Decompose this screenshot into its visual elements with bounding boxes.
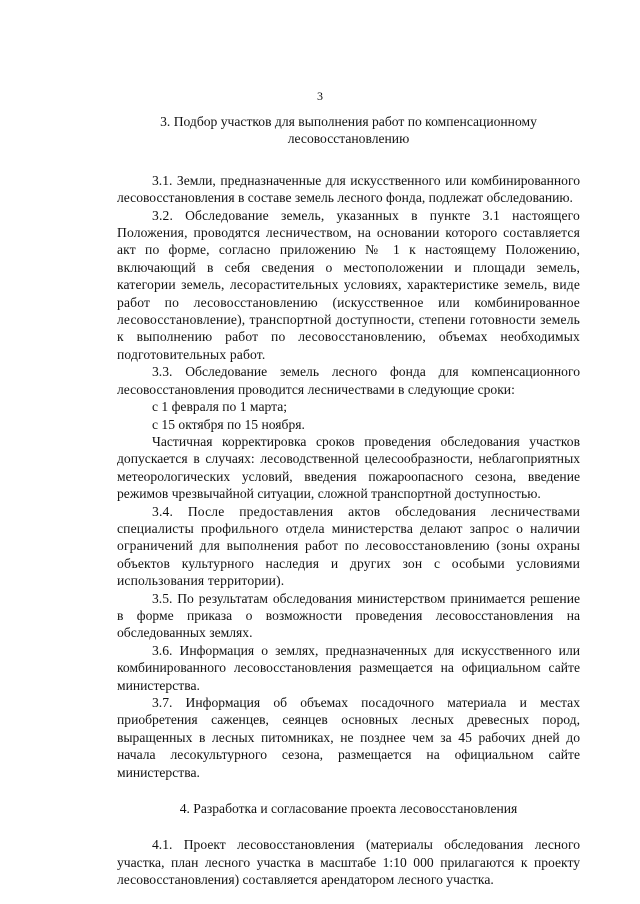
section-3-heading-line-1: 3. Подбор участков для выполнения работ по компенсационному	[160, 114, 537, 129]
section-3-heading	[117, 113, 580, 148]
document-body	[117, 113, 580, 889]
period-1: с 1 февраля по 1 марта;	[152, 399, 288, 415]
section-3-heading-line-2: лесовосстановлению	[287, 131, 410, 147]
paragraph-correction: Частичная корректировка сроков проведения обследования участков допускается в случаях: лесоводственной целесообразности, неблагоприятных метеорологических условий, введения пожароопасного сезона, введение режимов чрезвычайной ситуации, сложной транспортной доступностью.	[117, 433, 580, 502]
paragraph-3-3: 3.3. Обследование земель лесного фонда для компенсационного лесовосстановления проводится лесничествами в следующие сроки:	[117, 364, 580, 397]
page-number: 3	[317, 89, 323, 103]
section-4-heading: 4. Разработка и согласование проекта лесовосстановления	[179, 801, 518, 817]
period-2: с 15 октября по 15 ноября.	[152, 416, 305, 432]
paragraph-3-4: 3.4. После предоставления актов обследования лесничествами специалисты профильного отдела министерства делают запрос о наличии ограничений для выполнения работ по лесовосстановлению (зоны охраны объектов культурного наследия и других зон с особыми условиями использования территории).	[117, 503, 580, 589]
paragraph-3-5: 3.5. По результатам обследования министерством принимается решение в форме приказа о возможности проведения лесовосстановления на обследованных землях.	[117, 590, 580, 641]
paragraph-3-1: 3.1. Земли, предназначенные для искусственного или комбинированного лесовосстановления в составе земель лесного фонда, подлежат обследованию.	[117, 172, 580, 206]
paragraph-3-6: 3.6. Информация о землях, предназначенных для искусственного или комбинированного лесовосстановления размещается на официальном сайте министерства.	[117, 642, 580, 693]
paragraph-3-2: 3.2. Обследование земель, указанных в пункте 3.1 настоящего Положения, проводятся лесничеством, на основании которого составляется акт по форме, согласно приложению № 1 к настоящему Положению, включающий в себя сведения о местоположении и площади земель, категории земель, лесорастительных условиях, характеристике земель, виде работ по лесовосстановлению (искусственное или комбинированное лесовосстановление), транспортной доступности, степени готовности земель к выполнению работ по лесовосстановлению, объемах необходимых подготовительных работ.	[117, 207, 580, 362]
paragraph-4-1: 4.1. Проект лесовосстановления (материалы обследования лесного участка, план лесного участка в масштабе 1:10 000 прилагаются к проекту лесовосстановления) составляется арендатором лесного участка.	[117, 837, 580, 888]
paragraph-3-7: 3.7. Информация об объемах посадочного материала и местах приобретения саженцев, сеянцев основных лесных древесных пород, выращенных в лесных питомниках, не позднее чем за 45 рабочих дней до начала лесокультурного сезона, размещается на официальном сайте министерства.	[117, 695, 580, 780]
